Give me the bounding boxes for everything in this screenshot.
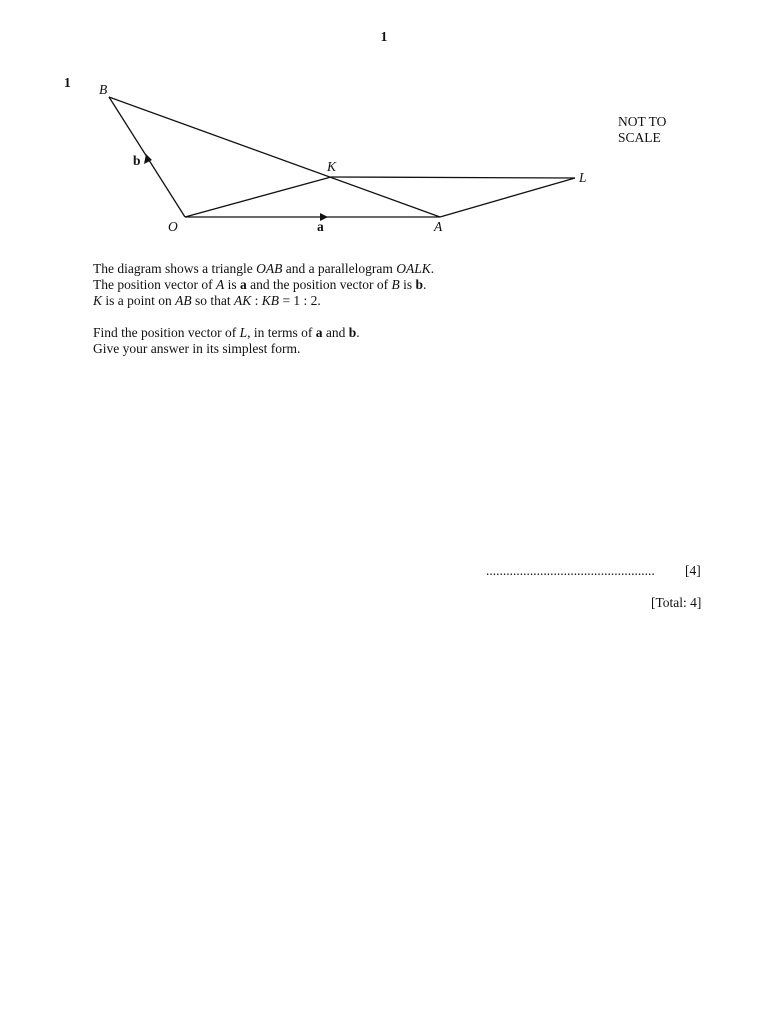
paragraph-gap bbox=[93, 309, 653, 325]
text-segment: L bbox=[239, 325, 248, 340]
text-segment: a bbox=[315, 325, 323, 340]
marks-available: [4] bbox=[685, 563, 701, 578]
text-segment: and the position vector of bbox=[246, 277, 392, 292]
text-segment: KB bbox=[261, 293, 280, 308]
text-segment: K bbox=[93, 293, 103, 308]
line-KL bbox=[331, 177, 575, 178]
text-segment: b bbox=[415, 277, 423, 292]
text-segment: . bbox=[423, 277, 427, 292]
text-segment: , in terms of bbox=[247, 325, 316, 340]
total-marks: [Total: 4] bbox=[651, 595, 702, 610]
question-text bbox=[93, 261, 653, 357]
line-OK bbox=[185, 177, 331, 217]
text-segment: . bbox=[430, 261, 435, 276]
text-segment: is bbox=[399, 277, 416, 292]
question-number: 1 bbox=[64, 75, 71, 90]
label-O: O bbox=[168, 219, 178, 234]
answer-line[interactable]: .................................................. bbox=[486, 563, 655, 578]
text-segment: AB bbox=[175, 293, 192, 308]
page-number: 1 bbox=[380, 29, 388, 44]
label-K: K bbox=[327, 159, 337, 174]
text-segment: is a point on bbox=[102, 293, 176, 308]
question-line-2 bbox=[93, 277, 653, 293]
text-segment: b bbox=[348, 325, 357, 340]
text-segment: Find the position vector of bbox=[93, 325, 240, 340]
label-vector-a: a bbox=[317, 219, 324, 234]
question-line-5: Give your answer in its simplest form. bbox=[93, 341, 301, 356]
text-segment: and bbox=[322, 325, 349, 340]
text-segment: and a parallelogram bbox=[282, 261, 397, 276]
line-AL bbox=[440, 178, 575, 217]
text-segment: The position vector of bbox=[93, 277, 216, 292]
text-segment: The diagram shows a triangle bbox=[93, 261, 257, 276]
text-segment: OALK bbox=[396, 261, 431, 276]
scale-note-line1: NOT TO bbox=[618, 114, 667, 129]
label-L: L bbox=[579, 170, 587, 185]
label-B: B bbox=[99, 82, 108, 97]
question-line-3 bbox=[93, 293, 653, 309]
question-line-4 bbox=[93, 325, 653, 341]
text-segment: so that bbox=[191, 293, 235, 308]
scale-note-line2: SCALE bbox=[618, 130, 661, 145]
text-segment: : bbox=[251, 293, 262, 308]
text-segment: . bbox=[356, 325, 360, 340]
label-vector-b: b bbox=[133, 153, 141, 168]
text-segment: A bbox=[215, 277, 225, 292]
line-BA bbox=[109, 97, 440, 217]
text-segment: is bbox=[224, 277, 240, 292]
text-segment: = 1 : 2. bbox=[279, 293, 321, 308]
not-to-scale-note bbox=[618, 114, 666, 146]
text-segment: B bbox=[391, 277, 400, 292]
text-segment: OAB bbox=[256, 261, 283, 276]
question-line-1 bbox=[93, 261, 653, 277]
text-segment: AK bbox=[234, 293, 252, 308]
label-A: A bbox=[434, 219, 443, 234]
text-segment: a bbox=[240, 277, 247, 292]
